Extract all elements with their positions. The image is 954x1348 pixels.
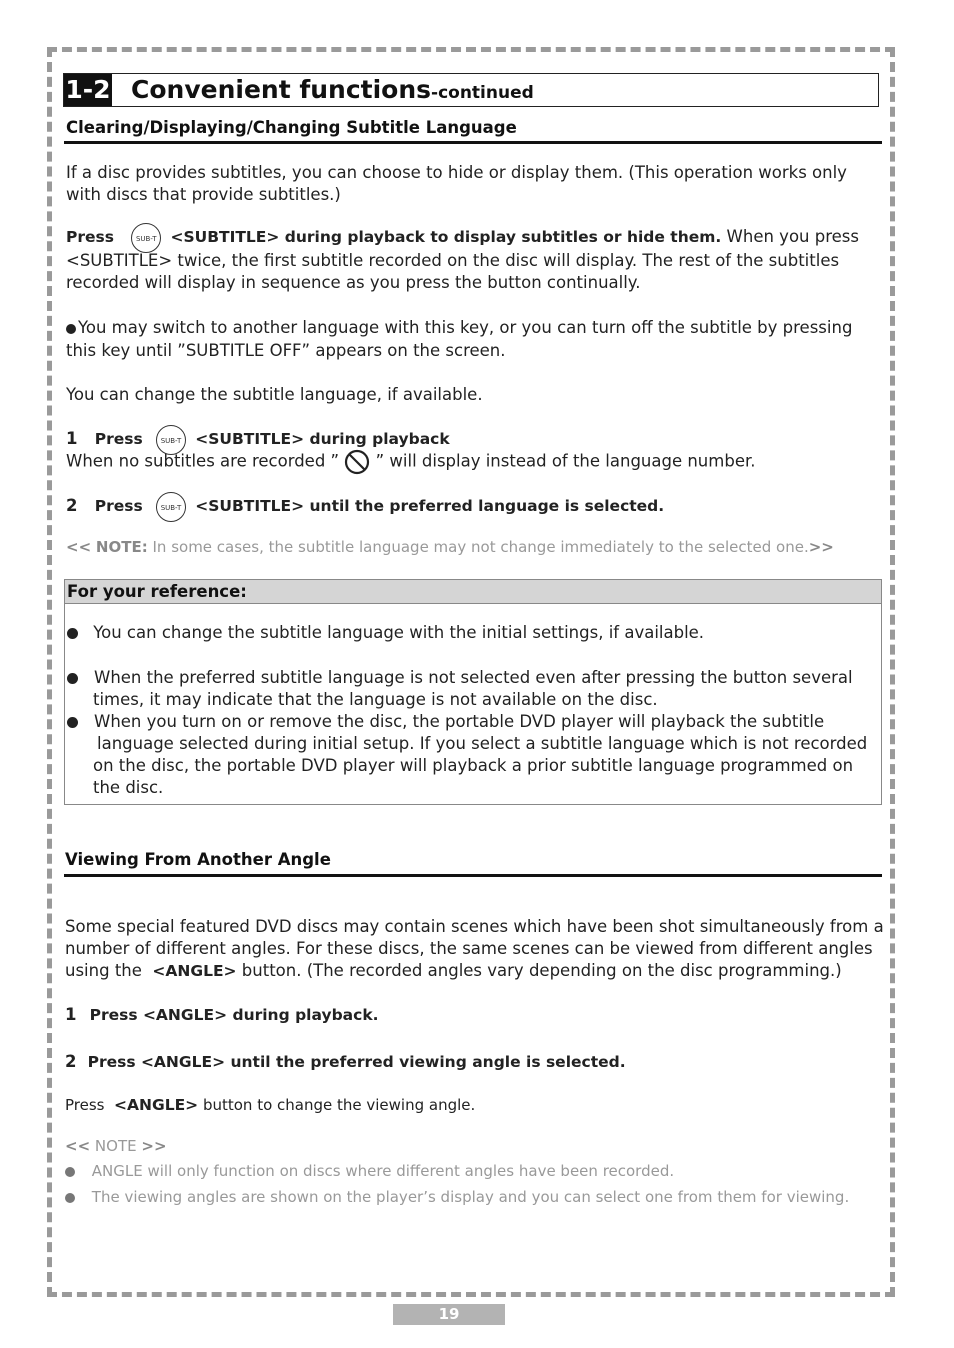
page-title: Convenient functions-continued — [131, 75, 534, 104]
bullet-icon — [65, 1167, 75, 1177]
angle-intro: Some special featured DVD discs may contain scenes which have been shot simultaneously from a number of different angles. For these discs, the same scenes can be viewed from different angles using the <ANGLE> button. (The recorded angles vary depending on the disc programming.) — [65, 917, 884, 980]
reference-item: When the preferred subtitle language is not selected even after pressing the button several times, it may indicate that the language is not available on the disc. — [67, 667, 853, 711]
angle-step-2: 2 Press <ANGLE> until the preferred viewing angle is selected. — [65, 1052, 626, 1071]
subtitle-heading: Clearing/Displaying/Changing Subtitle Language — [66, 118, 517, 137]
page-number: 19 — [393, 1304, 505, 1325]
reference-heading: For your reference: — [65, 580, 881, 604]
angle-step-1: 1 Press <ANGLE> during playback. — [65, 1005, 379, 1024]
step-1-subtitle: 1 Press SUB-T <SUBTITLE> during playback When no subtitles are recorded ” ” will display instead of the language number. — [66, 423, 755, 475]
step-2-subtitle: 2 Press SUB-T <SUBTITLE> until the preferred language is selected. — [66, 490, 664, 522]
subtitle-button-icon: SUB-T — [131, 223, 161, 253]
angle-note-item: The viewing angles are shown on the player’s display and you can select one from them for viewing. — [65, 1188, 849, 1206]
heading-rule — [64, 874, 882, 877]
subtitle-note: << NOTE: In some cases, the subtitle language may not change immediately to the selected one.>> — [66, 538, 834, 556]
angle-heading: Viewing From Another Angle — [65, 850, 331, 869]
angle-note-heading: << NOTE >> — [65, 1137, 167, 1155]
press-subtitle-paragraph: Press SUB-T <SUBTITLE> during playback to display subtitles or hide them. When you press <SUBTITLE> twice, the first subtitle recorded on the disc will display. The rest of the subtitles recorded will display in sequence as you press the button continually. — [66, 222, 886, 294]
subtitle-button-icon: SUB-T — [156, 492, 186, 522]
change-language-line: You can change the subtitle language, if available. — [66, 385, 483, 404]
heading-rule — [64, 141, 882, 144]
bullet-icon — [65, 1193, 75, 1203]
no-entry-icon — [344, 449, 370, 475]
reference-box — [64, 579, 882, 805]
subtitle-button-icon: SUB-T — [156, 425, 186, 455]
bullet-icon — [67, 717, 78, 728]
section-header — [63, 73, 879, 107]
bullet-icon — [67, 673, 78, 684]
reference-item: When you turn on or remove the disc, the portable DVD player will playback the subtitle language selected during initial setup. If you select a subtitle language which is not recorded on the disc, the portable DVD player will playback a prior subtitle language programmed on the disc. — [67, 711, 867, 799]
reference-item: You can change the subtitle language with the initial settings, if available. — [67, 622, 704, 644]
intro-paragraph: If a disc provides subtitles, you can choose to hide or display them. (This operation works only with discs that provide subtitles.) — [66, 163, 847, 204]
section-number: 1-2 — [65, 75, 111, 104]
bullet-icon — [67, 628, 78, 639]
bullet-icon — [66, 324, 76, 334]
angle-note-item: ANGLE will only function on discs where different angles have been recorded. — [65, 1162, 674, 1180]
angle-press-line: Press <ANGLE> button to change the viewing angle. — [65, 1096, 476, 1114]
bullet-paragraph: You may switch to another language with this key, or you can turn off the subtitle by pressing this key until ”SUBTITLE OFF” appears on the screen. — [66, 318, 853, 360]
